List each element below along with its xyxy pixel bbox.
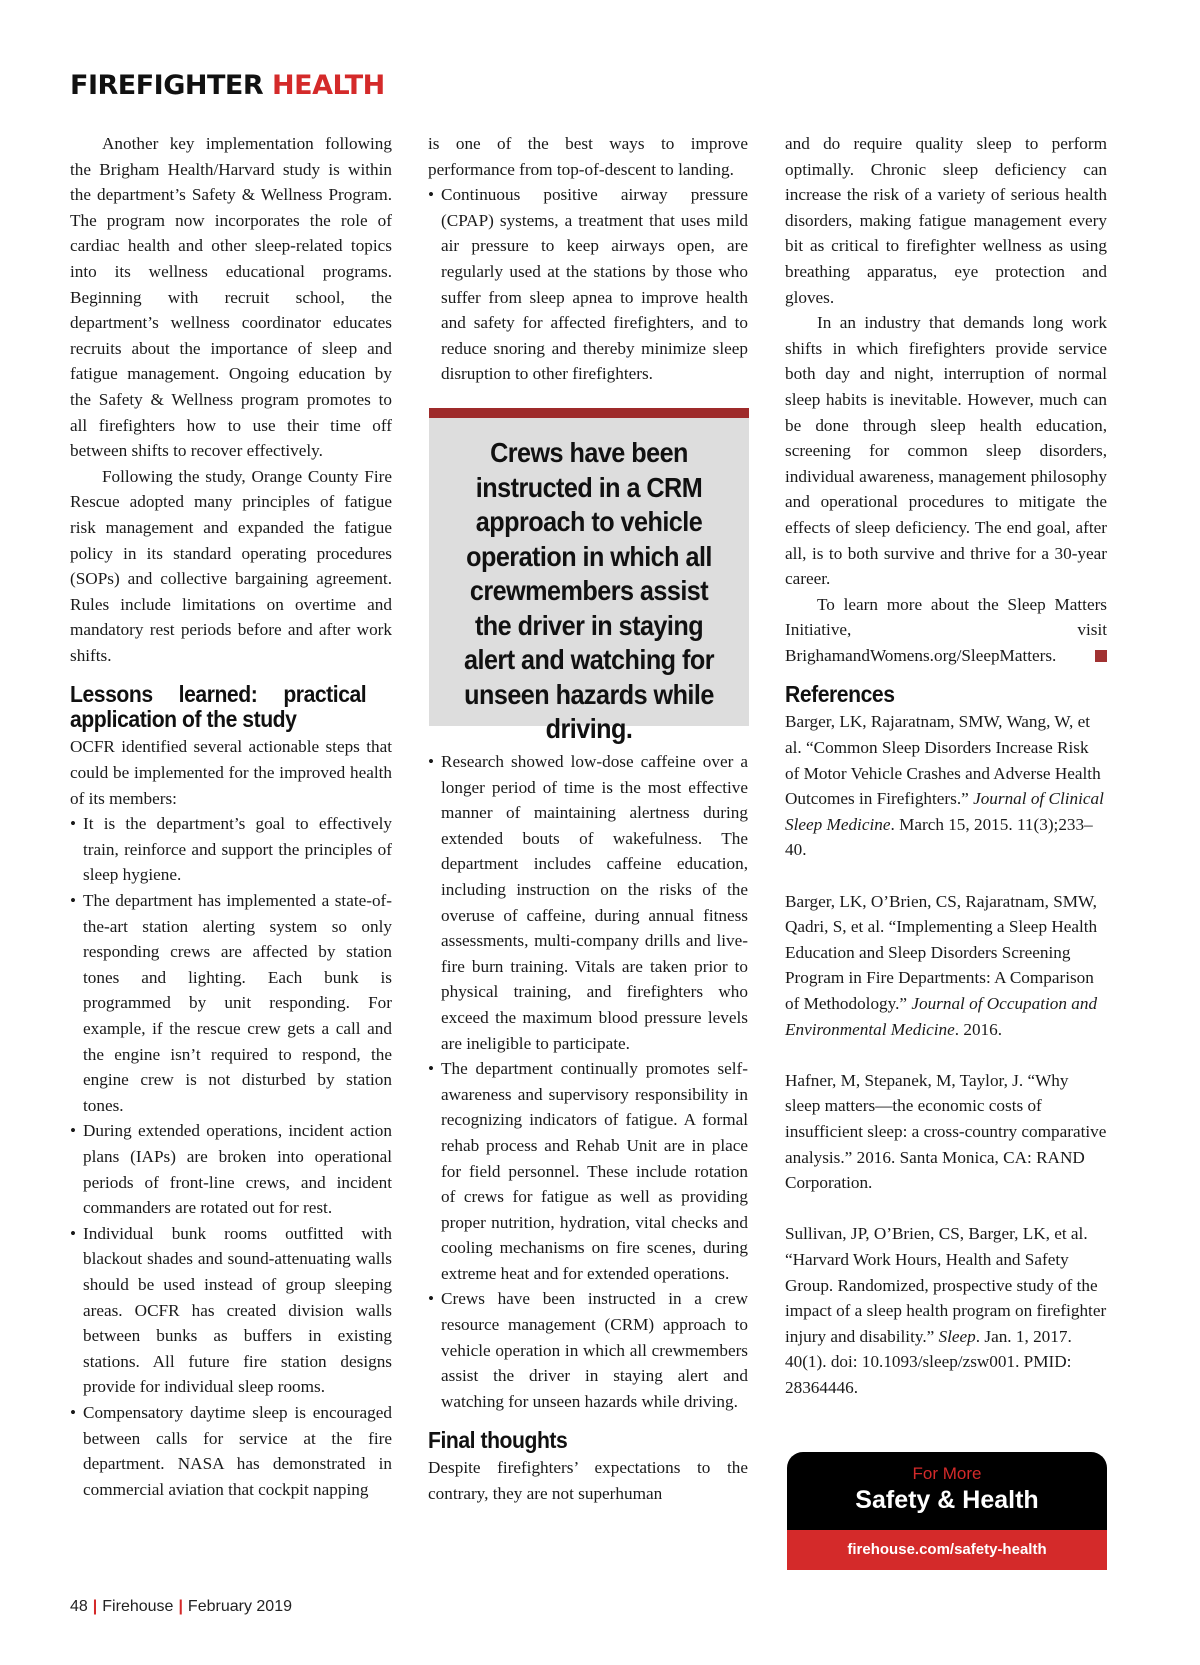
list-item: • During extended operations, incident action plans (IAPs) are broken into operational periods of front-line crews, and incident commanders are rotated out for rest. <box>70 1118 392 1220</box>
section-heading: Lessons learned: practical application of the study <box>70 681 367 733</box>
for-more-link[interactable]: firehouse.com/safety-health <box>787 1530 1107 1570</box>
footer-separator: | <box>178 1598 183 1615</box>
footer-separator: | <box>92 1598 98 1615</box>
paragraph: and do require quality sleep to perform optimally. Chronic sleep deficiency can increase the risk of a variety of serious health disorders, making fatigue management every bit as critical to firefighter wellness as using breathing apparatus, eye protection and gloves. <box>785 134 1107 307</box>
pull-quote <box>429 408 749 744</box>
column-3 <box>785 131 1107 1426</box>
bullet-list <box>428 749 748 1414</box>
section-heading: Final thoughts <box>428 1427 568 1454</box>
section-label <box>70 70 385 101</box>
paragraph: Following the study, Orange County Fire Rescue adopted many principles of fatigue risk management and expanded the fatigue policy in its standard operating procedures (SOPs) and collective bargaining agreement. Rules include limitations on overtime and mandatory rest periods before and after work shifts. <box>70 466 392 665</box>
column-2 <box>428 131 748 387</box>
page-number: 48 <box>70 1598 88 1615</box>
paragraph: OCFR identified several actionable steps that could be implemented for the improved health of its members: <box>70 737 392 808</box>
bullet-list <box>70 811 392 1502</box>
end-mark-icon <box>1095 650 1107 662</box>
page-footer <box>70 1598 292 1616</box>
paragraph-text: To learn more about the Sleep Matters Initiative, visit BrighamandWomens.org/SleepMatters. <box>785 594 1107 665</box>
magazine-name: Firehouse <box>102 1598 174 1615</box>
paragraph: is one of the best ways to improve performance from top-of-descent to landing. <box>428 134 748 179</box>
pull-quote-text: Crews have been instructed in a CRM approach to vehicle operation in which all crewmembers assist the driver in staying alert and watching for unseen hazards while driving. <box>464 437 714 744</box>
issue-date: February 2019 <box>187 1598 292 1615</box>
section-label-red: HEALTH <box>272 70 385 101</box>
paragraph <box>785 592 1107 669</box>
column-1 <box>70 131 392 1502</box>
list-item: • The department has implemented a state-of-the-art station alerting system so only responding crews are affected by station tones and lighting. Each bunk is programmed by unit responding. For example, if the rescue crew gets a call and the engine isn’t required to respond, the engine crew is not disturbed by station tones. <box>70 888 392 1118</box>
list-item: • Crews have been instructed in a crew resource management (CRM) approach to vehicle operation in which all crewmembers assist the driver in staying alert and watching for unseen hazards while driving. <box>428 1286 748 1414</box>
list-item: • Individual bunk rooms outfitted with blackout shades and sound-attenuating walls should be used instead of group sleeping areas. OCFR has created division walls between bunks as buffers in existing stations. All future fire station designs provide for individual sleep rooms. <box>70 1221 392 1400</box>
paragraph: Another key implementation following the Brigham Health/Harvard study is within the department’s Safety & Wellness Program. The program now incorporates the role of cardiac health and other sleep-related topics into its wellness educational programs. Beginning with recruit school, the department’s wellness coordinator educates recruits about the importance of sleep and fatigue management. Ongoing education by the Safety & Wellness program promotes to all firefighters how to use their time off between shifts to recover effectively. <box>70 134 392 461</box>
column-2-lower <box>428 749 748 1507</box>
reference-item: Sullivan, JP, O’Brien, CS, Barger, LK, et al. “Harvard Work Hours, Health and Safety Group. Randomized, prospective study of the impact of a sleep health program on firefighter injury and disability.” Sleep. Jan. 1, 2017. 40(1). doi: 10.1093/sleep/zsw001. PMID: 28364446. <box>785 1224 1107 1397</box>
list-item: • Compensatory daytime sleep is encouraged between calls for service at the fire department. NASA has demonstrated in commercial aviation that cockpit napping <box>70 1400 392 1502</box>
for-more-box[interactable] <box>787 1452 1107 1570</box>
bullet-list <box>428 182 748 387</box>
list-item: • The department continually promotes self-awareness and supervisory responsibility in recognizing indicators of fatigue. A formal rehab process and Rehab Unit are in place for field personnel. These include rotation of crews for fatigue as well as providing proper nutrition, hydration, vital checks and cooling mechanisms on fire scenes, during extreme heat and for extended operations. <box>428 1056 748 1286</box>
list-item: • It is the department’s goal to effectively train, reinforce and support the principles of sleep hygiene. <box>70 811 392 888</box>
references-heading: References <box>785 681 895 708</box>
list-item: • Research showed low-dose caffeine over a longer period of time is the most effective manner of maintaining alertness during extended bouts of wakefulness. The department includes caffeine education, including instruction on the risks of the overuse of caffeine, during annual fitness assessments, multi-company drills and live-fire burn training. Vitals are taken prior to physical training, and firefighters who exceed the maximum blood pressure levels are ineligible to participate. <box>428 749 748 1056</box>
list-item: • Continuous positive airway pressure (CPAP) systems, a treatment that uses mild air pressure to keep airways open, are regularly used at the stations by those who suffer from sleep apnea to improve health and safety for affected firefighters, and to reduce snoring and thereby minimize sleep disruption to other firefighters. <box>428 182 748 387</box>
reference-item: Barger, LK, O’Brien, CS, Rajaratnam, SMW, Qadri, S, et al. “Implementing a Sleep Health Education and Sleep Disorders Screening Program in Fire Departments: A Comparison of Methodology.” Journal of Occupation and Environmental Medicine. 2016. <box>785 891 1098 1039</box>
section-label-black: FIREFIGHTER <box>70 70 264 101</box>
for-more-label: For More <box>912 1464 982 1483</box>
paragraph: In an industry that demands long work shifts in which firefighters provide service both day and night, interruption of normal sleep habits is inevitable. However, much can be done through sleep health education, screening for common sleep disorders, individual awareness, management philosophy and operational procedures to mitigate the effects of sleep deficiency. The end goal, after all, is to both survive and thrive for a 30-year career. <box>785 313 1107 589</box>
for-more-title: Safety & Health <box>855 1486 1039 1514</box>
reference-item: Barger, LK, Rajaratnam, SMW, Wang, W, et al. “Common Sleep Disorders Increase Risk of Motor Vehicle Crashes and Adverse Health Outcomes in Firefighters.” Journal of Clinical Sleep Medicine. March 15, 2015. 11(3);233–40. <box>785 712 1104 860</box>
paragraph: Despite firefighters’ expectations to the contrary, they are not superhuman <box>428 1458 748 1504</box>
reference-item: Hafner, M, Stepanek, M, Taylor, J. “Why sleep matters—the economic costs of insufficient sleep: a cross-country comparative analysis.” 2016. Santa Monica, CA: RAND Corporation. <box>785 1070 1107 1193</box>
